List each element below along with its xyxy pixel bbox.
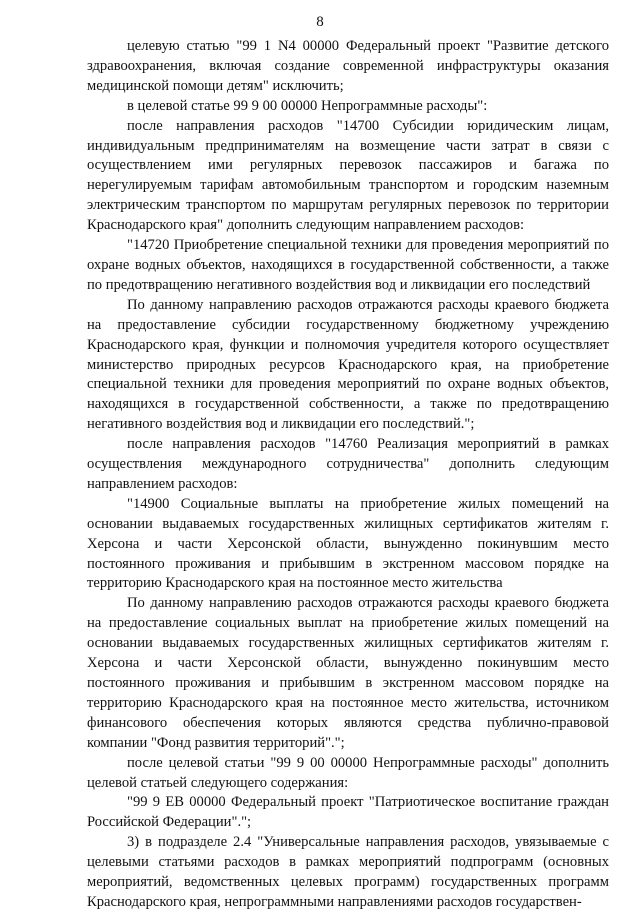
paragraph: после направления расходов "14760 Реализация мероприятий в рамках осуществления международного сотрудничества" дополнить следующим направлением расходов: [87, 436, 609, 492]
document-body [87, 37, 609, 913]
paragraph: 3) в подразделе 2.4 "Универсальные направления расходов, увязываемые с целевыми статьями расходов в рамках мероприятий подпрограмм (основных мероприятий, ведомственных целевых программ) государственных программ Краснодарского края, непрограммными направлениями расходов государствен- [87, 834, 609, 910]
paragraph: "14720 Приобретение специальной техники для проведения мероприятий по охране водных объектов, находящихся в государственной собственности, а также по предотвращению негативного воздействия вод и ликвидации его последствий [87, 237, 609, 293]
paragraph: "99 9 EB 00000 Федеральный проект "Патриотическое воспитание граждан Российской Федерации"."; [87, 794, 609, 831]
paragraph: По данному направлению расходов отражаются расходы краевого бюджета на предоставление субсидии государственному бюджетному учреждению Краснодарского края, функции и полномочия учредителя которого осуществляет министерство природных ресурсов Краснодарского края, на приобретение специальной техники для проведения мероприятий по охране водных объектов, находящихся в государственной собственности, а также по предотвращению негативного воздействия вод и ликвидации его последствий."; [87, 296, 609, 433]
paragraph: после целевой статьи "99 9 00 00000 Непрограммные расходы" дополнить целевой статьей следующего содержания: [87, 754, 609, 791]
paragraph: после направления расходов "14700 Субсидии юридическим лицам, индивидуальным предпринимателям на возмещение части затрат в связи с осуществлением ими регулярных перевозок пассажиров и багажа по нерегулируемым тарифам автомобильным транспортом и городским наземным электрическим транспортом по маршрутам регулярных перевозок по территории Краснодарского края" дополнить следующим направлением расходов: [87, 117, 609, 234]
paragraph: По данному направлению расходов отражаются расходы краевого бюджета на предоставление социальных выплат на приобретение жилых помещений на основании выдаваемых государственных жилищных сертификатов жителям г. Херсона и части Херсонской области, вынужденно покинувшим место постоянного проживания и прибывшим в экстренном массовом порядке на территорию Краснодарского края на постоянное место жительства, источником финансового обеспечения которых являются средства публично-правовой компании "Фонд развития территорий"."; [87, 595, 609, 751]
paragraph: целевую статью "99 1 N4 00000 Федеральный проект "Развитие детского здравоохранения, включая создание современной инфраструктуры оказания медицинской помощи детям" исключить; [87, 38, 609, 94]
page-number: 8 [316, 14, 324, 30]
paragraph: "14900 Социальные выплаты на приобретение жилых помещений на основании выдаваемых государственных жилищных сертификатов жителям г. Херсона и части Херсонской области, вынужденно покинувшим место постоянного проживания и прибывшим в экстренном массовом порядке на территорию Краснодарского края на постоянное место жительства [87, 495, 609, 592]
paragraph: в целевой статье 99 9 00 00000 Непрограммные расходы": [127, 97, 488, 114]
